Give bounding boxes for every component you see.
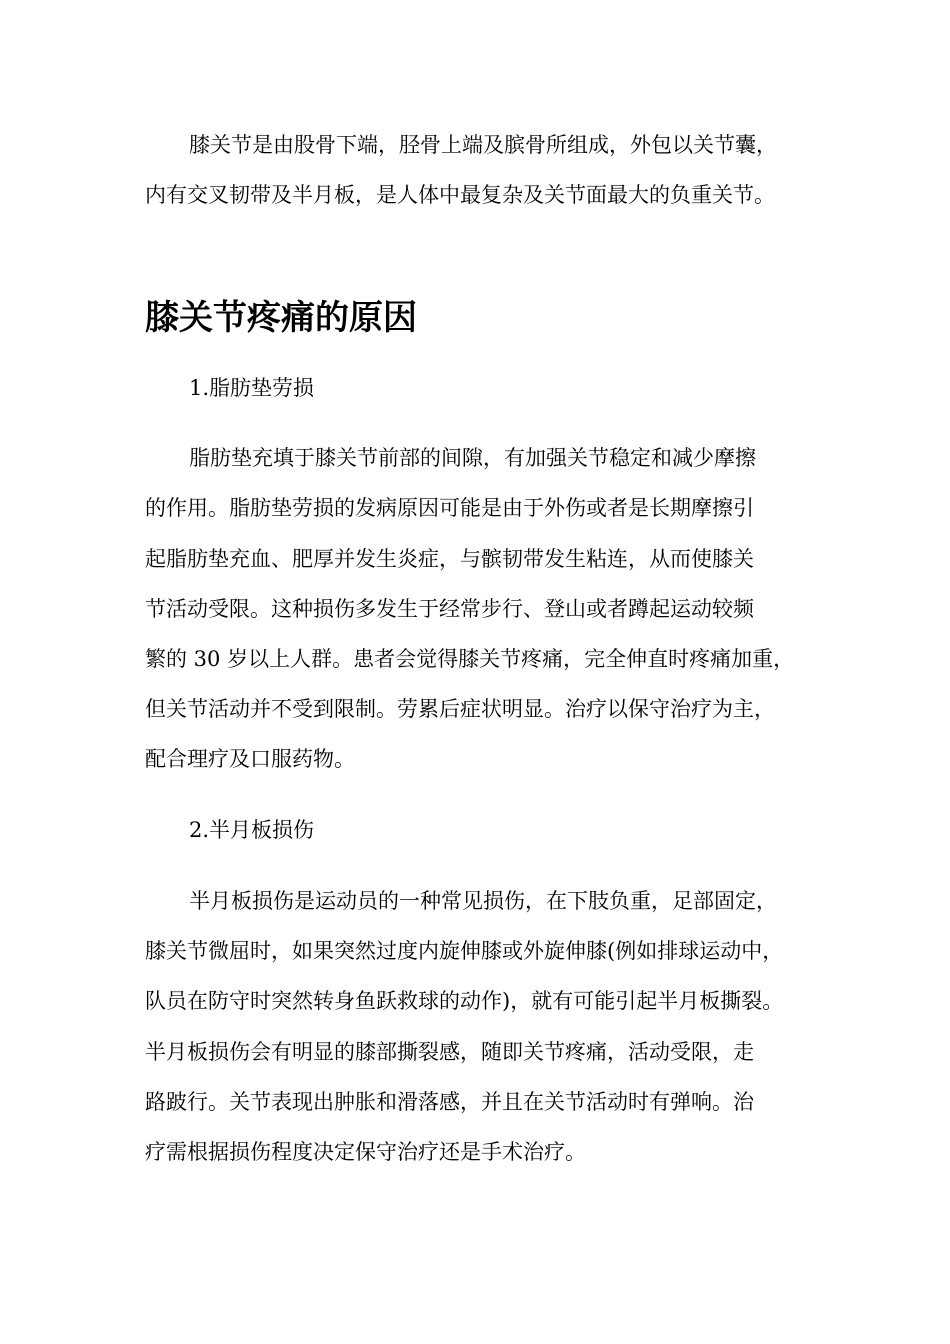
- item2-line-4: 半月板损伤会有明显的膝部撕裂感，随即关节疼痛，活动受限，走: [145, 1040, 754, 1064]
- item1-line-1: 脂肪垫充填于膝关节前部的间隙，有加强关节稳定和减少摩擦: [189, 446, 756, 470]
- item1-line-2: 的作用。脂肪垫劳损的发病原因可能是由于外伤或者是长期摩擦引: [145, 496, 754, 520]
- item1-title: 1.脂肪垫劳损: [189, 376, 315, 400]
- item2-line-5: 路跛行。关节表现出肿胀和滑落感，并且在关节活动时有弹响。治: [145, 1090, 754, 1114]
- item1-line-6: 但关节活动并不受到限制。劳累后症状明显。治疗以保守治疗为主，: [145, 697, 775, 721]
- item2-title: 2.半月板损伤: [189, 818, 315, 842]
- item2-line-2: 膝关节微屈时，如果突然过度内旋伸膝或外旋伸膝(例如排球运动中，: [145, 939, 784, 963]
- item1-line-3: 起脂肪垫充血、肥厚并发生炎症，与髌韧带发生粘连，从而使膝关: [145, 547, 754, 571]
- item1-line-5: 繁的 30 岁以上人群。患者会觉得膝关节疼痛，完全伸直时疼痛加重，: [145, 647, 795, 671]
- intro-line-2: 内有交叉韧带及半月板，是人体中最复杂及关节面最大的负重关节。: [145, 183, 775, 207]
- intro-line-1: 膝关节是由股骨下端，胫骨上端及膑骨所组成，外包以关节囊，: [189, 133, 777, 157]
- section-heading: 膝关节疼痛的原因: [145, 298, 417, 338]
- item1-line-7: 配合理疗及口服药物。: [145, 747, 355, 771]
- item2-line-1: 半月板损伤是运动员的一种常见损伤，在下肢负重，足部固定，: [189, 889, 777, 913]
- item2-line-3: 队员在防守时突然转身鱼跃救球的动作)，就有可能引起半月板撕裂。: [145, 989, 784, 1013]
- item2-line-6: 疗需根据损伤程度决定保守治疗还是手术治疗。: [145, 1140, 586, 1164]
- item1-line-4: 节活动受限。这种损伤多发生于经常步行、登山或者蹲起运动较频: [145, 597, 754, 621]
